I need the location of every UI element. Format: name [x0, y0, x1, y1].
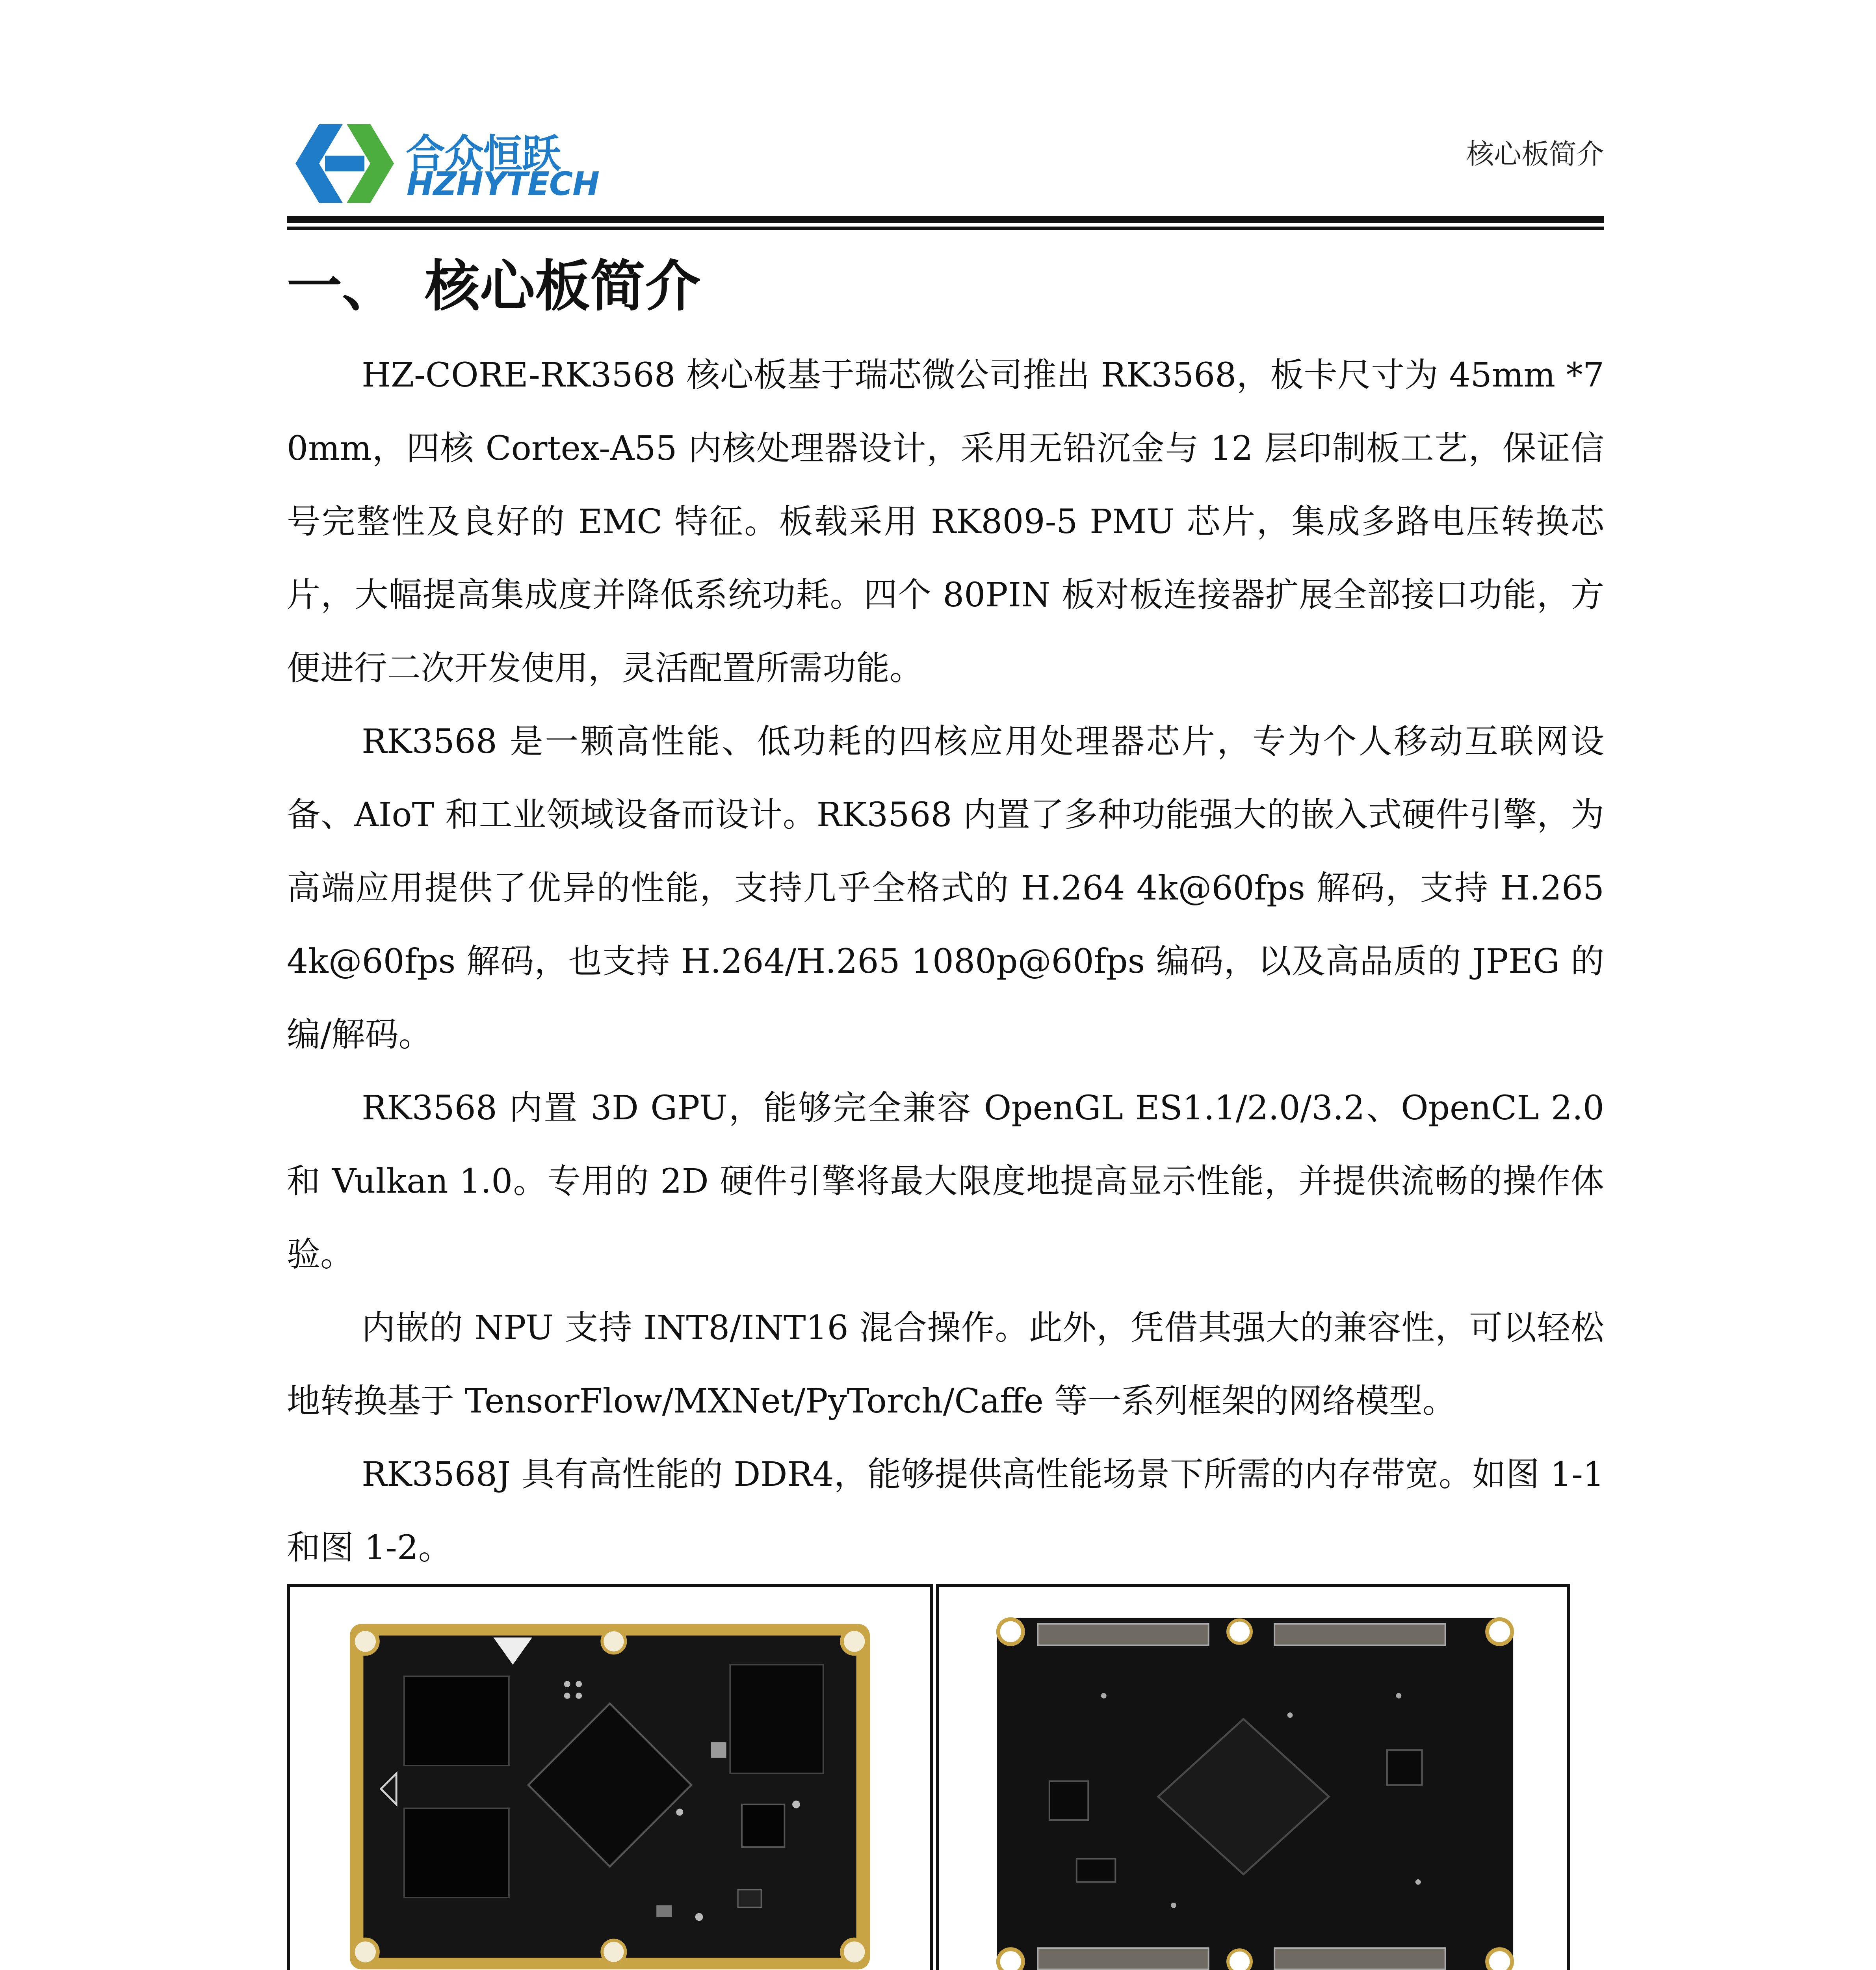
heading-number: 一、	[287, 255, 397, 319]
body-text	[287, 339, 1604, 1585]
heading-title: 核心板简介	[425, 255, 701, 319]
figure-1-2	[936, 1584, 1570, 1970]
paragraph: RK3568 内置 3D GPU，能够完全兼容 OpenGL ES1.1/2.0/3.2、OpenCL 2.0 和 Vulkan 1.0。专用的 2D 硬件引擎将最大限度地提高显示性能，并提供流畅的操作体验。	[287, 1089, 1604, 1274]
header-section-title: 核心板简介	[1466, 138, 1604, 170]
page-heading	[287, 242, 700, 322]
paragraph: 内嵌的 NPU 支持 INT8/INT16 混合操作。此外，凭借其强大的兼容性，可以轻松地转换基于 TensorFlow/MXNet/PyTorch/Caffe 等一系列框架的网络模型。	[287, 1308, 1604, 1421]
figure-1-1	[287, 1584, 933, 1970]
core-board-top-image	[290, 1587, 930, 1970]
paragraph: HZ-CORE-RK3568 核心板基于瑞芯微公司推出 RK3568，板卡尺寸为 45mm *70mm，四核 Cortex-A55 内核处理器设计，采用无铅沉金与 12 层印制板工艺，保证信号完整性及良好的 EMC 特征。板载采用 RK809-5 PMU 芯片，集成多路电压转换芯片，大幅提高集成度并降低系统功耗。四个 80PIN 板对板连接器扩展全部接口功能，方便进行二次开发使用，灵活配置所需功能。	[287, 356, 1604, 688]
logo-name-en: HZHYTECH	[407, 165, 599, 203]
company-logo	[288, 118, 599, 209]
core-board-bottom-image	[939, 1587, 1567, 1970]
header-rule-thick	[287, 216, 1604, 223]
paragraph: RK3568 是一颗高性能、低功耗的四核应用处理器芯片，专为个人移动互联网设备、AIoT 和工业领域设备而设计。RK3568 内置了多种功能强大的嵌入式硬件引擎，为高端应用提供了优异的性能，支持几乎全格式的 H.264 4k@60fps 解码，支持 H.265 4k@60fps 解码，也支持 H.264/H.265 1080p@60fps 编码，以及高品质的 JPEG 的编/解码。	[287, 722, 1604, 1054]
logo-mark-icon	[288, 118, 402, 209]
paragraph: RK3568J 具有高性能的 DDR4，能够提供高性能场景下所需的内存带宽。如图 1-1 和图 1-2。	[287, 1455, 1604, 1567]
logo-name-cn: 合众恒跃	[406, 131, 560, 177]
header-rule-thin	[287, 227, 1604, 230]
